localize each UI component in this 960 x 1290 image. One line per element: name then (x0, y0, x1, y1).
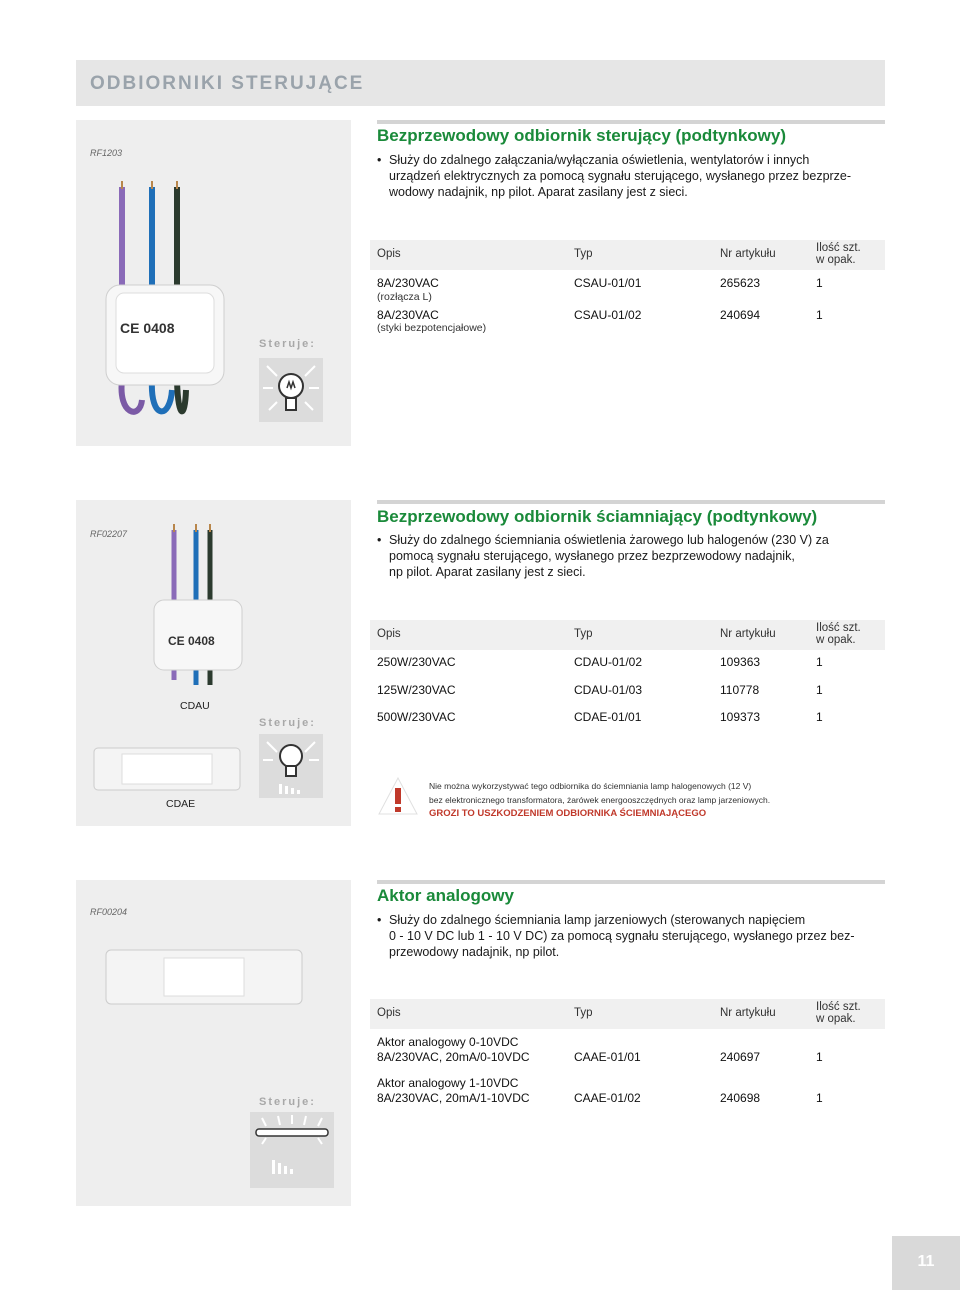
row-typ: CDAE-01/01 (574, 710, 642, 724)
product-1-title: Bezprzewodowy odbiornik sterujący (podtynkowy) (377, 126, 786, 145)
row-ilosc: 1 (816, 683, 823, 697)
col-ilosc (816, 242, 861, 266)
row-ilosc: 1 (816, 308, 823, 322)
bulb-icon (259, 358, 323, 422)
receiver-device-image (100, 175, 230, 425)
col-nr: Nr artykułu (720, 248, 776, 260)
row-opis-sub: (rozłącza L) (377, 291, 432, 303)
product-2-description: • Służy do zdalnego ściemniania oświetlenia żarowego lub halogenów (230 V) za pomocą sygnału sterującego, wysłanego przez bezprzewodowy nadajnik, np pilot. Aparat zasilany jest z sieci. (377, 532, 877, 580)
description-line: wodowy nadajnik, np pilot. Aparat zasilany jest z sieci. (389, 185, 688, 199)
row-opis: 125W/230VAC (377, 683, 456, 697)
row-opis-line1: Aktor analogowy 1-10VDC (377, 1076, 519, 1090)
col-opis: Opis (377, 628, 401, 640)
row-typ: CSAU-01/02 (574, 308, 642, 322)
page-number-box (892, 1236, 960, 1290)
row-opis: 8A/230VAC (377, 276, 439, 290)
col-ilosc-line2: w opak. (816, 634, 856, 646)
row-opis-line2: 8A/230VAC, 20mA/1-10VDC (377, 1091, 530, 1105)
page-number: 11 (917, 1253, 935, 1270)
ce-mark: CE 0408 (120, 320, 175, 336)
steruje-label: Steruje: (259, 338, 316, 350)
col-typ: Typ (574, 1007, 593, 1019)
product-1-description: • Służy do zdalnego załączania/wyłączania oświetlenia, wentylatorów i innych urządzeń elektrycznych za pomocą sygnału sterującego, wysłanego przez bezprze- wodowy nadajnik, np pilot. Aparat zasilany jest z sieci. (377, 152, 877, 200)
row-typ: CAAE-01/02 (574, 1091, 641, 1105)
row-nr: 240698 (720, 1091, 761, 1105)
row-typ: CAAE-01/01 (574, 1050, 641, 1064)
caption-cdae: CDAE (166, 798, 196, 810)
col-nr: Nr artykułu (720, 1007, 776, 1019)
row-nr: 240694 (720, 308, 761, 322)
ce-mark: CE 0408 (168, 634, 215, 648)
col-opis: Opis (377, 1007, 401, 1019)
warning-line-2: bez elektronicznego transformatora, żarówek energooszczędnych oraz lamp jarzeniowych. (429, 795, 771, 805)
product-3-title: Aktor analogowy (377, 886, 514, 905)
product-2-topbar (377, 500, 885, 504)
row-opis-line2: 8A/230VAC, 20mA/0-10VDC (377, 1050, 530, 1064)
col-ilosc (816, 1001, 861, 1025)
description-line: przewodowy nadajnik, np pilot. (389, 945, 560, 959)
product-3-code: RF00204 (90, 907, 128, 917)
col-ilosc-line1: Ilość szt. (816, 242, 861, 254)
description-line: Służy do zdalnego ściemniania oświetlenia żarowego lub halogenów (230 V) za (389, 533, 829, 547)
row-nr: 109373 (720, 710, 761, 724)
table-header-row (370, 999, 885, 1029)
warning-icon (377, 776, 419, 818)
fluorescent-lamp-icon (250, 1112, 334, 1188)
col-ilosc-line2: w opak. (816, 1013, 856, 1025)
col-ilosc-line1: Ilość szt. (816, 622, 861, 634)
product-2-code: RF02207 (90, 529, 128, 539)
row-typ: CDAU-01/02 (574, 655, 643, 669)
col-ilosc-line2: w opak. (816, 254, 856, 266)
col-ilosc (816, 622, 861, 646)
steruje-label: Steruje: (259, 1096, 316, 1108)
row-opis: 8A/230VAC (377, 308, 439, 322)
row-typ: CDAU-01/03 (574, 683, 643, 697)
description-line: Służy do zdalnego załączania/wyłączania oświetlenia, wentylatorów i innych (389, 153, 810, 167)
row-opis-line1: Aktor analogowy 0-10VDC (377, 1035, 519, 1049)
row-ilosc: 1 (816, 655, 823, 669)
col-ilosc-line1: Ilość szt. (816, 1001, 861, 1013)
row-ilosc: 1 (816, 1091, 823, 1105)
row-opis: 500W/230VAC (377, 710, 456, 724)
product-3-description: • Służy do zdalnego ściemniania lamp jarzeniowych (sterowanych napięciem 0 - 10 V DC lub 1 - 10 V DC) za pomocą sygnału sterującego, wysłanego przez bez- przewodowy nadajnik, np pilot. (377, 912, 877, 960)
description-line: urządzeń elektrycznych za pomocą sygnału sterującego, wysłanego przez bezprze- (389, 169, 852, 183)
cdae-device-image (92, 744, 242, 794)
product-2-title: Bezprzewodowy odbiornik ściamniający (podtynkowy) (377, 507, 818, 526)
analog-actuator-image (104, 946, 304, 1008)
row-ilosc: 1 (816, 276, 823, 290)
col-nr: Nr artykułu (720, 628, 776, 640)
row-opis: 250W/230VAC (377, 655, 456, 669)
section-header (76, 60, 885, 106)
description-line: np pilot. Aparat zasilany jest z sieci. (389, 565, 586, 579)
row-typ: CSAU-01/01 (574, 276, 642, 290)
description-line: 0 - 10 V DC lub 1 - 10 V DC) za pomocą sygnału sterującego, wysłanego przez bez- (389, 929, 855, 943)
product-1-code: RF1203 (90, 148, 123, 158)
section-title: ODBIORNIKI STERUJĄCE (90, 73, 365, 94)
dimmable-bulb-icon (259, 734, 323, 798)
table-header-row (370, 240, 885, 270)
row-opis-sub: (styki bezpotencjałowe) (377, 322, 487, 334)
caption-cdau: CDAU (180, 700, 210, 712)
row-nr: 110778 (720, 683, 760, 697)
table-header-row (370, 620, 885, 650)
col-opis: Opis (377, 248, 401, 260)
row-ilosc: 1 (816, 710, 823, 724)
product-3-topbar (377, 880, 885, 884)
warning-line-1: Nie można wykorzystywać tego odbiornika do ściemniania lamp halogenowych (12 V) (429, 781, 752, 791)
product-1-topbar (377, 120, 885, 124)
row-ilosc: 1 (816, 1050, 823, 1064)
row-nr: 265623 (720, 276, 761, 290)
row-nr: 109363 (720, 655, 761, 669)
description-line: Służy do zdalnego ściemniania lamp jarzeniowych (sterowanych napięciem (389, 913, 806, 927)
steruje-label: Steruje: (259, 717, 316, 729)
warning-alert: GROZI TO USZKODZENIEM ODBIORNIKA ŚCIEMNIAJĄCEGO (429, 808, 707, 819)
dimmer-device-image (148, 520, 248, 700)
col-typ: Typ (574, 248, 593, 260)
col-typ: Typ (574, 628, 593, 640)
description-line: pomocą sygnału sterującego, wysłanego przez bezprzewodowy nadajnik, (389, 549, 795, 563)
row-nr: 240697 (720, 1050, 761, 1064)
